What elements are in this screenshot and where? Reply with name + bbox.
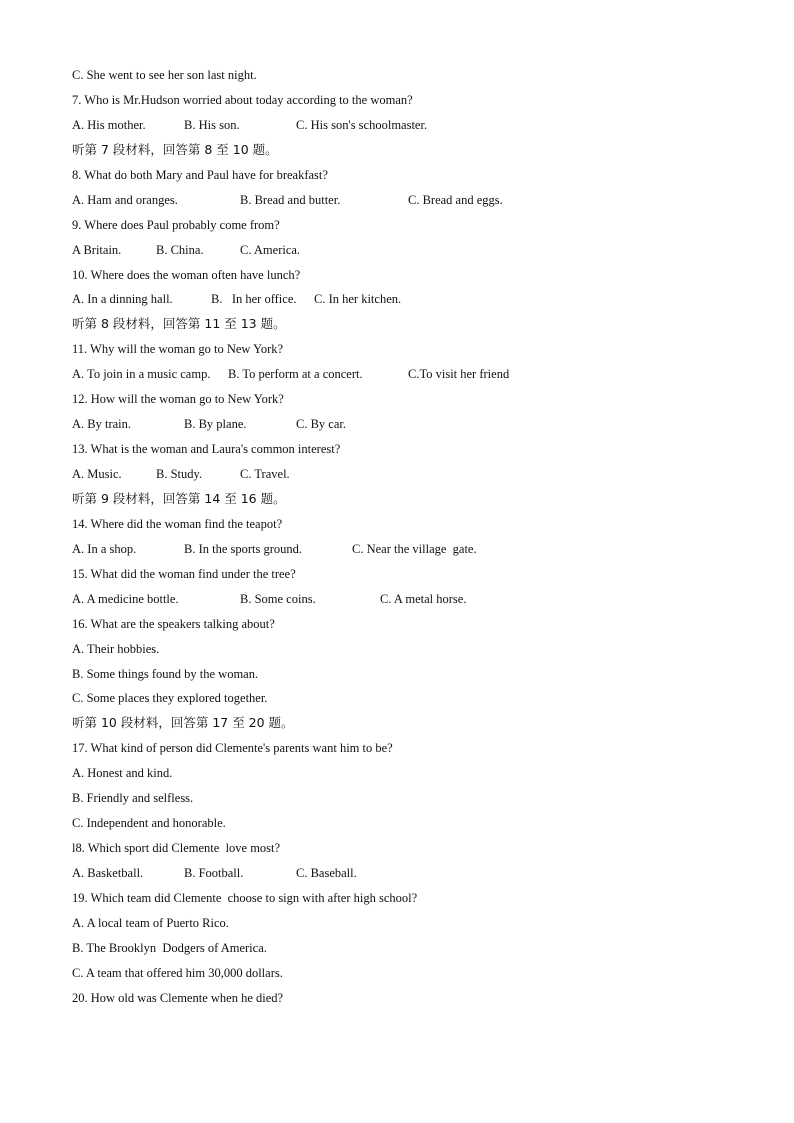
line-text: C. A team that offered him 30,000 dollars.: [72, 965, 283, 980]
line-text: 10. Where does the woman often have lunch?: [72, 267, 301, 282]
answer-option: A. To join in a music camp.: [72, 367, 211, 382]
answer-options-row: [72, 287, 732, 312]
section-instruction: [72, 138, 732, 163]
line-text: A. Their hobbies.: [72, 641, 160, 656]
answer-option: C. Travel.: [240, 467, 290, 481]
question-line: [72, 986, 732, 1011]
answer-option: C. In her kitchen.: [314, 292, 402, 307]
line-text: B. Friendly and selfless.: [72, 791, 194, 806]
question-line: [72, 736, 732, 761]
answer-option: C. America.: [240, 242, 301, 257]
section-instruction: [72, 312, 732, 337]
line-text: 9. Where does Paul probably come from?: [72, 217, 280, 232]
answer-option: A. In a dinning hall.: [72, 292, 173, 307]
answer-option: C. A metal horse.: [380, 591, 467, 606]
section-instruction-text: 听第 10 段材料，回答第 17 至 20 题。: [72, 715, 294, 731]
line-text: 7. Who is Mr.Hudson worried about today according to the woman?: [72, 92, 413, 107]
answer-option: C.To visit her friend: [408, 367, 510, 382]
answer-options-row: [72, 537, 732, 562]
line-text: C. Independent and honorable.: [72, 816, 226, 831]
exam-page: [72, 63, 732, 1011]
question-line: [72, 437, 732, 462]
question-line: [72, 387, 732, 412]
line-text: 11. Why will the woman go to New York?: [72, 342, 284, 357]
question-line: [72, 662, 732, 687]
question-line: [72, 686, 732, 711]
answer-option: B. China.: [156, 242, 204, 257]
question-line: [72, 263, 732, 288]
line-text: 20. How old was Clemente when he died?: [72, 990, 284, 1005]
line-text: 14. Where did the woman find the teapot?: [72, 516, 283, 531]
answer-options-row: [72, 861, 732, 886]
line-text: 8. What do both Mary and Paul have for breakfast?: [72, 167, 328, 182]
line-text: C. Some places they explored together.: [72, 691, 268, 706]
answer-options-row: [72, 362, 732, 387]
answer-option: B. Football.: [184, 866, 244, 880]
question-line: [72, 163, 732, 188]
answer-option: B. Bread and butter.: [240, 192, 341, 207]
question-line: [72, 936, 732, 961]
line-text: 15. What did the woman find under the tree?: [72, 566, 296, 581]
answer-option: A. A medicine bottle.: [72, 591, 179, 606]
answer-option: A. His mother.: [72, 117, 146, 132]
question-line: [72, 811, 732, 836]
line-text: 17. What kind of person did Clemente's parents want him to be?: [72, 741, 393, 756]
answer-option: B. In the sports ground.: [184, 541, 303, 556]
line-text: B. The Brooklyn Dodgers of America.: [72, 940, 267, 955]
answer-option: C. Bread and eggs.: [408, 192, 503, 207]
section-instruction-text: 听第 8 段材料，回答第 11 至 13 题。: [72, 316, 286, 332]
question-line: [72, 63, 732, 88]
question-line: [72, 612, 732, 637]
question-line: [72, 886, 732, 911]
section-instruction: [72, 711, 732, 736]
question-line: [72, 562, 732, 587]
answer-options-row: [72, 113, 732, 138]
section-instruction: [72, 487, 732, 512]
answer-option: A. Music.: [72, 467, 122, 481]
line-text: A. A local team of Puerto Rico.: [72, 915, 229, 930]
answer-option: B. Some coins.: [240, 591, 316, 606]
line-text: B. Some things found by the woman.: [72, 666, 259, 681]
answer-option: B. To perform at a concert.: [228, 367, 363, 382]
answer-option: B. His son.: [184, 117, 240, 132]
line-text: 13. What is the woman and Laura's common interest?: [72, 442, 341, 457]
answer-options-row: [72, 238, 732, 263]
answer-options-row: [72, 412, 732, 437]
line-text: A. Honest and kind.: [72, 766, 173, 781]
line-text: 12. How will the woman go to New York?: [72, 392, 284, 407]
answer-option: B. In her office.: [211, 292, 297, 307]
line-text: C. She went to see her son last night.: [72, 68, 257, 82]
answer-options-row: [72, 587, 732, 612]
section-instruction-text: 听第 7 段材料，回答第 8 至 10 题。: [72, 141, 278, 157]
answer-option: C. Near the village gate.: [352, 541, 477, 556]
answer-options-row: [72, 188, 732, 213]
question-line: [72, 337, 732, 362]
answer-option: C. By car.: [296, 417, 346, 432]
answer-options-row: [72, 462, 732, 487]
answer-option: B. Study.: [156, 467, 203, 481]
question-line: [72, 88, 732, 113]
question-line: [72, 911, 732, 936]
question-line: [72, 213, 732, 238]
answer-option: A. In a shop.: [72, 541, 137, 556]
answer-option: C. Baseball.: [296, 866, 357, 880]
question-line: [72, 786, 732, 811]
answer-option: A. Basketball.: [72, 866, 144, 880]
question-line: [72, 836, 732, 861]
line-text: l8. Which sport did Clemente love most?: [72, 841, 281, 856]
answer-option: A. By train.: [72, 417, 132, 432]
question-line: [72, 761, 732, 786]
answer-option: C. His son's schoolmaster.: [296, 117, 428, 132]
line-text: 16. What are the speakers talking about?: [72, 616, 275, 631]
question-line: [72, 637, 732, 662]
answer-option: A Britain.: [72, 242, 122, 257]
question-line: [72, 512, 732, 537]
question-list: [72, 63, 732, 1011]
section-instruction-text: 听第 9 段材料，回答第 14 至 16 题。: [72, 490, 286, 506]
answer-option: A. Ham and oranges.: [72, 192, 178, 207]
question-line: [72, 961, 732, 986]
line-text: 19. Which team did Clemente choose to sign with after high school?: [72, 890, 418, 905]
answer-option: B. By plane.: [184, 417, 247, 432]
